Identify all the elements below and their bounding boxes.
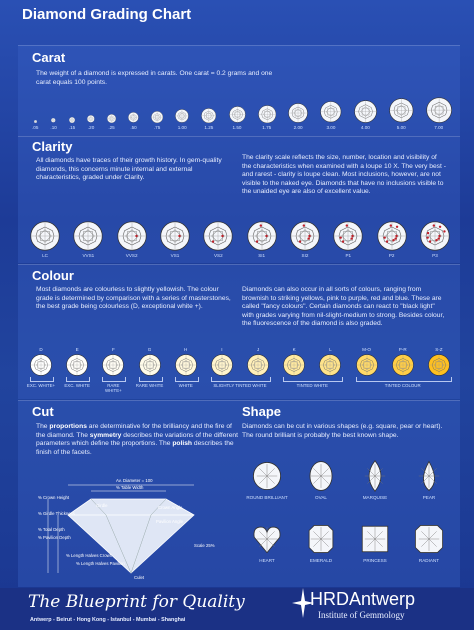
carat-stone <box>50 118 56 130</box>
colour-group-bracket <box>283 377 343 382</box>
clarity-stone <box>420 221 450 258</box>
carat-label: .25 <box>108 125 115 130</box>
carat-stone <box>288 103 308 130</box>
clarity-text-left: All diamonds have traces of their growth history. In gem-quality diamonds, this concerns minute internal and external characteristics, graded under Clarity. <box>36 157 222 182</box>
colour-stone <box>428 347 450 376</box>
carat-stone <box>87 115 95 130</box>
shape-item <box>402 522 456 579</box>
colour-letter: G <box>147 347 152 352</box>
colour-letter: K <box>292 347 296 352</box>
colour-stone <box>139 347 161 376</box>
carat-label: .75 <box>153 125 161 130</box>
carat-label: 1.50 <box>232 125 242 130</box>
clarity-label: VVS1 <box>82 253 95 258</box>
colour-letter: I <box>221 347 223 352</box>
diamond-icon <box>247 221 277 251</box>
colour-group-bracket <box>30 377 54 382</box>
cut-diagram-label: Av. Diameter = 100 <box>116 478 153 483</box>
colour-letter: M-O <box>362 347 372 352</box>
diamond-icon <box>139 354 161 376</box>
diamond-shape-icon <box>358 522 392 556</box>
colour-group-label: RARE WHITE+ <box>104 383 122 393</box>
colour-group-label: TINTED WHITE <box>296 383 328 388</box>
cut-diagram-label: Girdle <box>96 503 108 508</box>
cut-text-part: are determinative for the brilliancy and the fire of the diamond. The <box>36 423 232 439</box>
carat-label: .05 <box>32 125 39 130</box>
colour-group-bracket <box>102 377 126 382</box>
carat-stone <box>426 97 452 130</box>
carat-text: The weight of a diamond is expressed in carats. One carat = 0.2 grams and one carat equals 100 points. <box>36 70 273 86</box>
cut-term: proportions <box>49 423 87 430</box>
cut-term: polish <box>172 440 193 448</box>
carat-label: 5.00 <box>396 125 406 130</box>
city-list: Antwerp - Beirut - Hong Kong - Istanbul - Mumbai - Shanghai <box>30 617 186 623</box>
carat-stone <box>32 120 38 130</box>
clarity-stone <box>30 221 60 258</box>
diamond-icon <box>160 221 190 251</box>
clarity-label: P2 <box>388 253 395 258</box>
cut-diagram-label: Culet <box>134 575 145 579</box>
colour-letter: J <box>256 347 260 352</box>
colour-text-left: Most diamonds are colourless to slightly yellowish. The colour grade is determined by comparison with a series of masterstones, the best grade being colourless (D, exceptional white +). <box>36 286 231 311</box>
shape-label: PEAR <box>422 495 436 500</box>
shape-item <box>240 459 294 516</box>
shape-item <box>240 522 294 579</box>
colour-stone <box>392 347 414 376</box>
diamond-icon <box>428 354 450 376</box>
colour-group-bracket <box>356 377 452 382</box>
carat-label: 1.25 <box>204 125 214 130</box>
diamond-icon <box>203 221 233 251</box>
cut-shape-section <box>18 400 460 587</box>
colour-stone <box>175 347 197 376</box>
clarity-stone <box>117 221 147 258</box>
colour-stone <box>211 347 233 376</box>
colour-stone <box>356 347 378 376</box>
carat-stone <box>229 106 246 130</box>
tagline: The Blueprint for Quality <box>28 592 245 612</box>
shape-item <box>294 459 348 516</box>
colour-stone <box>102 347 124 376</box>
carat-stone <box>128 112 139 130</box>
diamond-icon <box>117 221 147 251</box>
cut-diagram-label: Crown Angle <box>158 505 183 510</box>
colour-stone <box>283 347 305 376</box>
diamond-icon <box>34 120 37 123</box>
colour-letter: L <box>329 347 332 352</box>
diamond-icon <box>426 97 452 123</box>
diamond-icon <box>320 101 342 123</box>
diamond-icon <box>288 103 308 123</box>
diamond-icon <box>377 221 407 251</box>
colour-letter: H <box>184 347 188 352</box>
diamond-icon <box>319 354 341 376</box>
colour-group-label: WHITE <box>178 383 193 388</box>
carat-stone <box>107 114 116 130</box>
diamond-icon <box>283 354 305 376</box>
diamond-icon <box>392 354 414 376</box>
diamond-shape-icon <box>250 522 284 556</box>
carat-stone <box>354 100 377 130</box>
clarity-label: SI1 <box>258 253 266 258</box>
colour-letter: F <box>111 347 115 352</box>
colour-group-bracket <box>139 377 163 382</box>
carat-label: .10 <box>50 125 57 130</box>
colour-scale <box>30 347 450 376</box>
colour-group-label: EXC. WHITE+ <box>26 383 56 388</box>
colour-stone <box>30 347 52 376</box>
colour-group-bracket <box>66 377 90 382</box>
colour-stone <box>66 347 88 376</box>
clarity-heading: Clarity <box>32 139 73 154</box>
diamond-icon <box>389 98 414 123</box>
clarity-stone <box>203 221 233 258</box>
brand-name: HRDAntwerp <box>310 589 416 609</box>
diamond-icon <box>30 354 52 376</box>
carat-label: .15 <box>68 125 76 130</box>
clarity-label: LC <box>42 253 48 258</box>
cut-diagram-label: Scale 25% <box>194 543 215 548</box>
diamond-icon <box>51 118 56 123</box>
carat-heading: Carat <box>32 50 66 65</box>
clarity-section <box>18 136 460 263</box>
carat-stone <box>151 111 163 130</box>
diamond-icon <box>107 114 116 123</box>
shape-label: EMERALD <box>309 558 333 563</box>
clarity-label: P1 <box>345 253 352 258</box>
carat-label: 4.00 <box>360 125 370 130</box>
diamond-icon <box>258 105 277 124</box>
colour-stone <box>319 347 341 376</box>
diamond-shape-icon <box>250 459 284 493</box>
clarity-stone <box>73 221 103 258</box>
diamond-icon <box>73 221 103 251</box>
cut-diagram-label: % Crown Height <box>38 495 70 500</box>
carat-stone <box>320 101 342 130</box>
carat-stone <box>175 109 189 130</box>
colour-text-right: Diamonds can also occur in all sorts of colours, ranging from brownish to striking yellows, pink to purple, red and blue. These are called "fancy colours". Certain diamonds can react to "black light" with grades varying from nil-slight-medium to strong. Besides colour, the fluorescence of the diamond is also graded. <box>242 286 445 328</box>
clarity-stone <box>160 221 190 258</box>
cut-diagram-label: % Length Halves Crown <box>66 553 113 558</box>
carat-label: 3.00 <box>326 125 336 130</box>
colour-stone <box>247 347 269 376</box>
clarity-label: VS1 <box>170 253 180 258</box>
shape-heading: Shape <box>242 404 282 419</box>
shape-item <box>402 459 456 516</box>
carat-label: 1.75 <box>262 125 272 130</box>
colour-group-bracket <box>175 377 199 382</box>
diamond-icon <box>87 115 95 123</box>
diamond-icon <box>247 354 269 376</box>
cut-heading: Cut <box>32 404 54 419</box>
diamond-icon <box>290 221 320 251</box>
colour-group-label: EXC. WHITE <box>64 383 90 388</box>
clarity-stone <box>377 221 407 258</box>
clarity-stone <box>290 221 320 258</box>
clarity-label: VVS2 <box>125 253 138 258</box>
cut-diagram-label: % Table Width <box>116 485 144 490</box>
clarity-label: P3 <box>432 253 438 258</box>
carat-stone <box>201 108 216 130</box>
colour-group-bracket <box>211 377 271 382</box>
diamond-icon <box>211 354 233 376</box>
colour-section <box>18 264 460 399</box>
carat-stone <box>258 105 277 131</box>
diamond-shape-icon <box>304 459 338 493</box>
colour-group-label: RARE WHITE <box>135 383 164 388</box>
carat-label: 7.00 <box>434 125 444 130</box>
colour-groups <box>18 377 460 393</box>
clarity-label: VS2 <box>213 253 223 258</box>
page-title: Diamond Grading Chart <box>22 6 192 23</box>
carat-stone <box>389 98 414 130</box>
shape-label: OVAL <box>315 495 327 500</box>
clarity-stone <box>247 221 277 258</box>
shape-grid <box>240 459 456 579</box>
diamond-icon <box>333 221 363 251</box>
cut-proportion-diagram <box>36 471 226 579</box>
shape-label: ROUND BRILLIANT <box>246 495 288 500</box>
diamond-shape-icon <box>412 459 446 493</box>
carat-label: 1.00 <box>177 125 187 130</box>
diamond-shape-icon <box>358 459 392 493</box>
diamond-icon <box>69 117 75 123</box>
diamond-icon <box>229 106 246 123</box>
diamond-icon <box>66 354 88 376</box>
cut-diagram-label: % Pavilion Depth <box>38 535 71 540</box>
cut-diagram-label: Pavilion Angle <box>156 519 183 524</box>
diamond-icon <box>102 354 124 376</box>
clarity-label: SI2 <box>301 253 309 258</box>
colour-letter: D <box>39 347 43 352</box>
cut-text-part: The <box>36 423 50 430</box>
diamond-icon <box>30 221 60 251</box>
cut-text <box>36 423 241 457</box>
diamond-icon <box>354 100 377 123</box>
shape-item <box>348 459 402 516</box>
colour-letter: E <box>75 347 79 352</box>
shape-item <box>294 522 348 579</box>
colour-letter: S-Z <box>435 347 443 352</box>
carat-stone <box>69 117 75 130</box>
cut-term: symmetry <box>89 431 122 439</box>
clarity-stone <box>333 221 363 258</box>
shape-label: PRINCESS <box>363 558 387 563</box>
cut-diagram-label: % Length Halves Pavilion <box>76 561 125 566</box>
carat-label: .50 <box>130 125 137 130</box>
cut-text-part: describes the variations of the different parameters which define the proportions. The <box>36 431 239 448</box>
shape-label: HEART <box>259 558 275 563</box>
diamond-shape-icon <box>304 522 338 556</box>
cut-diagram-label: % Girdle Thickness <box>38 511 75 516</box>
cut-text-part: describes the finish of the facets. <box>36 440 234 456</box>
colour-group-label: TINTED COLOUR <box>384 383 421 388</box>
carat-scale <box>32 90 452 130</box>
institute-name: Institute of Gemmology <box>318 610 405 620</box>
diamond-icon <box>420 221 450 251</box>
clarity-scale <box>30 221 450 258</box>
colour-letter: P-R <box>398 347 407 352</box>
diamond-icon <box>175 109 189 123</box>
diamond-shape-icon <box>412 522 446 556</box>
shape-text: Diamonds can be cut in various shapes (e.g. square, pear or heart). The round brilliant is probably the best known shape. <box>242 423 443 439</box>
diamond-icon <box>151 111 163 123</box>
carat-label: .20 <box>87 125 95 130</box>
colour-heading: Colour <box>32 268 74 283</box>
shape-item <box>348 522 402 579</box>
shape-label: MARQUISE <box>362 495 388 500</box>
cut-diagram-label: % Total Depth <box>38 527 65 532</box>
diamond-icon <box>175 354 197 376</box>
shape-label: RADIANT <box>418 558 440 563</box>
diamond-icon <box>128 112 139 123</box>
diamond-icon <box>356 354 378 376</box>
carat-label: 2.00 <box>293 125 303 130</box>
colour-group-label: SLIGHTLY TINTED WHITE <box>213 383 267 388</box>
clarity-text-right: The clarity scale reflects the size, number, location and visibility of the characteristics when examined with a loupe 10 X. The very best - and rarest - clarity is loupe clean. Most inclusions, however, are not visible to the naked eye. Diamonds that have no inclusions visible to the unaided eye are also of excellent value. <box>242 154 446 196</box>
diamond-icon <box>201 108 216 123</box>
carat-section <box>18 45 460 136</box>
